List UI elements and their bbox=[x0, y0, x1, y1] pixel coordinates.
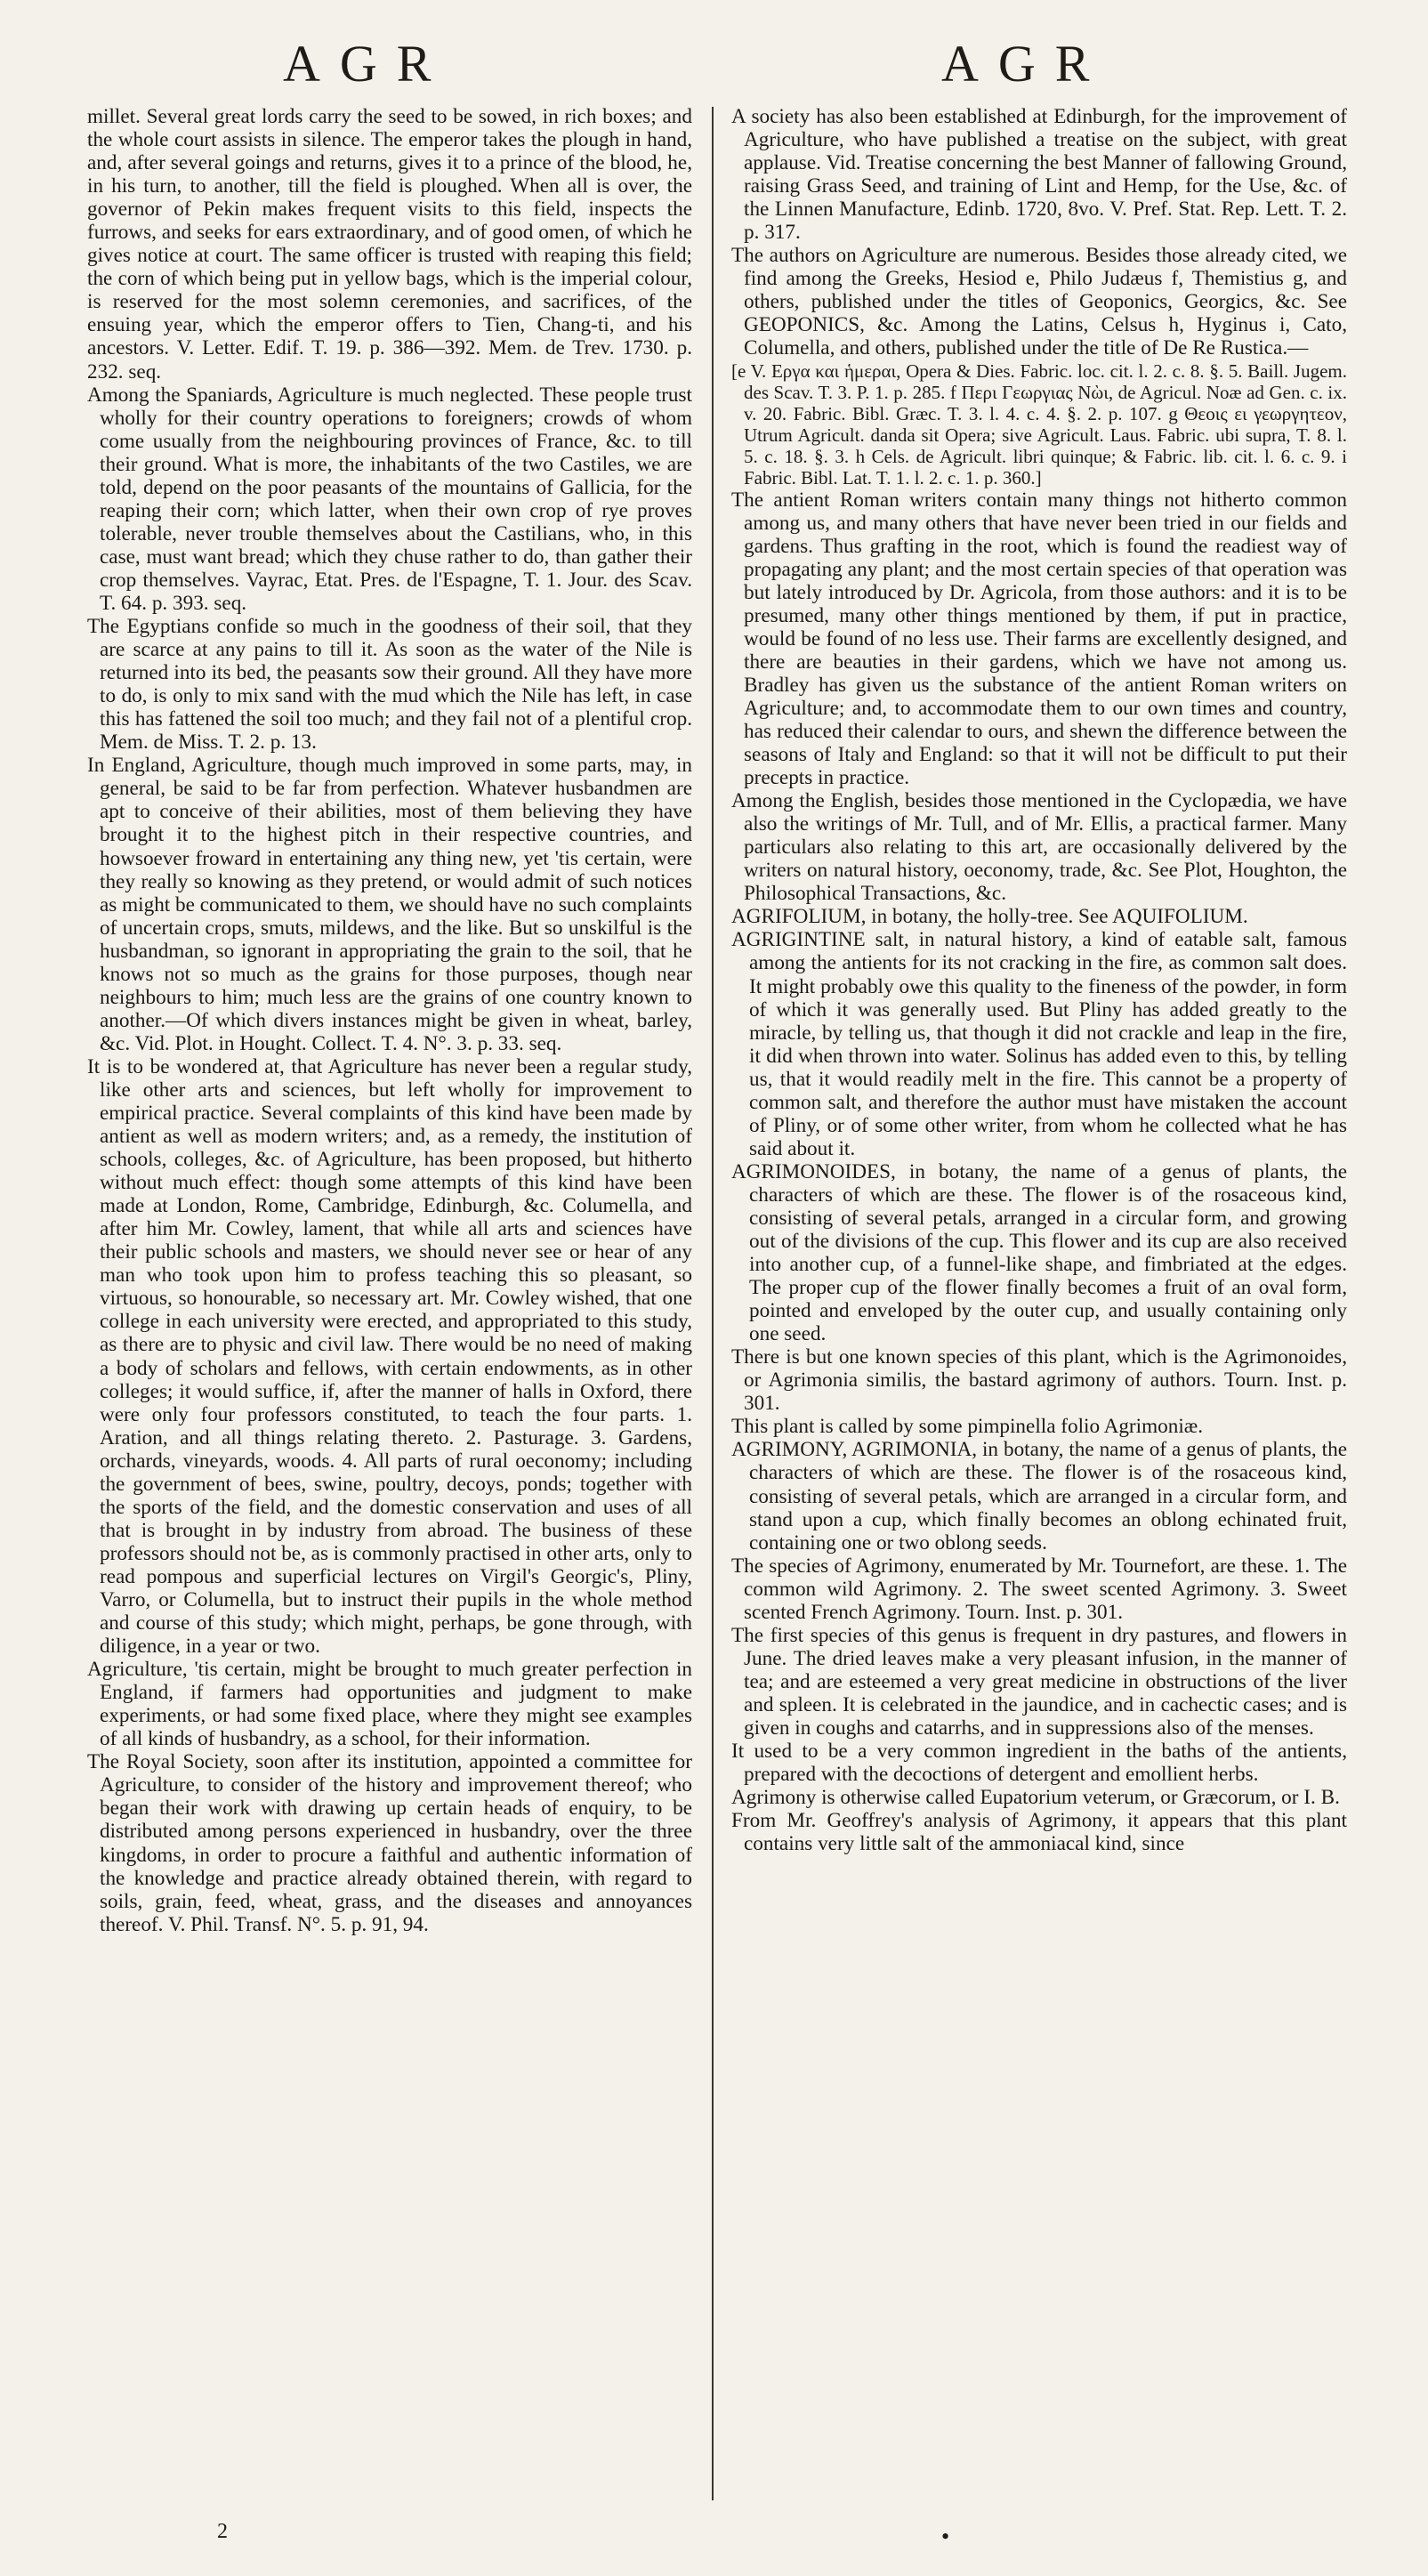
paragraph: The first species of this genus is frequent in dry pastures, and flowers in June. The dried leaves make a very pleasant infusion, in the manner of tea; and are esteemed a very great medicine in obstructions of the liver and spleen. It is celebrated in the jaundice, and in cachectic cases; and is given in coughs and catarrhs, and in suppressions also of the menses. bbox=[731, 1623, 1347, 1740]
paragraph: In England, Agriculture, though much improved in some parts, may, in general, be said to be far from perfection. Whatever husbandmen are apt to conceive of their abilities, most of them believing they have brought it to the highest pitch in their respective countries, and howsoever froward in entertaining any thing new, yet 'tis certain, were they really so knowing as they pretend, or would admit of such notices as might be communicated to them, we should have no such complaints of uncertain crops, smuts, mildews, and the like. But so unskilful is the husbandman, so ignorant in appropriating the grain to the soil, that he knows not so much as the grains for those purposes, though near neighbours to him; much less are the grains of one country known to another.—Of which divers instances might be given in wheat, barley, &c. Vid. Plot. in Hought. Collect. T. 4. N°. 3. p. 33. seq. bbox=[87, 754, 692, 1055]
dictionary-entry-agrimonoides: AGRIMONOIDES, in botany, the name of a genus of plants, the characters of which are these. The flower is of the rosaceous kind, consisting of several petals, arranged in a circular form, and growing out of the divisions of the cup. This flower and its cup are also received into another cup, of a funnel-like shape, and fimbriated at the edges. The proper cup of the flower finally becomes a fruit of an oval form, pointed and enveloped by the outer cup, and usually containing only one seed. bbox=[731, 1159, 1347, 1346]
left-column bbox=[87, 105, 692, 1936]
paragraph: The antient Roman writers contain many things not hitherto common among us, and many others that have never been tried in our fields and gardens. Thus grafting in the root, which is found the readiest way of propagating any plant; and the most certain species of that operation was but lately introduced by Dr. Agricola, from those authors: and it is to be presumed, many other things mentioned by them, if put in practice, would be found of no less use. Their farms are excellently designed, and there are beauties in their gardens, which we have not among us. Bradley has given us the substance of the antient Roman writers on Agriculture; and, to accommodate them to our own times and country, has reduced their calendar to ours, and shewn the difference between the seasons of Italy and England: so that it will not be difficult to put their precepts in practice. bbox=[731, 488, 1347, 790]
paragraph: Agrimony is otherwise called Eupatorium veterum, or Græcorum, or I. B. bbox=[731, 1786, 1340, 1810]
paragraph: There is but one known species of this plant, which is the Agrimonoides, or Agrimonia similis, the bastard agrimony of authors. Tourn. Inst. p. 301. bbox=[731, 1345, 1347, 1416]
dictionary-entry-agrigintine: AGRIGINTINE salt, in natural history, a kind of eatable salt, famous among the antients for its not cracking in the fire, as common salt does. It might probably owe this quality to the fineness of the powder, in form of which it was generally used. But Pliny has added greatly to the miracle, by telling us, that though it did not crackle and leap in the fire, it did when thrown into water. Solinus has added even to this, by telling us, that it would readily melt in the fire. This cannot be a property of common salt, and therefore the author must have mistaken the account of Pliny, or of some other writer, from whom he collected what he has said about it. bbox=[731, 928, 1347, 1160]
running-head-left: AGR bbox=[283, 35, 451, 93]
dictionary-entry-agrimony: AGRIMONY, AGRIMONIA, in botany, the name of a genus of plants, the characters of which are these. The flower is of the rosaceous kind, consisting of several petals, which are arranged in a circular form, and stand upon a cup, which finally becomes an oblong echinated fruit, containing one or two oblong seeds. bbox=[731, 1438, 1347, 1554]
paragraph: A society has also been established at Edinburgh, for the improvement of Agriculture, who have published a treatise on the subject, with great applause. Vid. Treatise concerning the best Manner of fallowing Ground, raising Grass Seed, and training of Lint and Hemp, for the Use, &c. of the Linnen Manufacture, Edinb. 1720, 8vo. V. Pref. Stat. Rep. Lett. T. 2. p. 317. bbox=[731, 105, 1347, 245]
paragraph: The authors on Agriculture are numerous. Besides those already cited, we find among the Greeks, Hesiod e, Philo Judæus f, Themistius g, and others, published under the titles of Geoponics, Georgics, &c. See GEOPONICS, &c. Among the Latins, Celsus h, Hyginus i, Cato, Columella, and others, published under the title of De Re Rustica.— bbox=[731, 244, 1347, 360]
paragraph: Among the English, besides those mentioned in the Cyclopædia, we have also the writings of Mr. Tull, and of Mr. Ellis, a practical farmer. Many particulars also relating to this art, are occasionally delivered by the writers on natural history, oeconomy, trade, &c. See Plot, Houghton, the Philosophical Transactions, &c. bbox=[731, 789, 1347, 906]
paragraph: The Egyptians confide so much in the goodness of their soil, that they are scarce at any pains to till it. As soon as the water of the Nile is returned into its bed, the peasants sow their ground. All they have more to do, is only to mix sand with the mud which the Nile has left, in case this has fattened the soil too much; and they fail not of a plentiful crop. Mem. de Miss. T. 2. p. 13. bbox=[87, 615, 692, 755]
paragraph: It used to be a very common ingredient in the baths of the antients, prepared with the decoctions of detergent and emollient herbs. bbox=[731, 1740, 1347, 1787]
column-divider bbox=[712, 107, 714, 2500]
dictionary-entry-agrifolium: AGRIFOLIUM, in botany, the holly-tree. See AQUIFOLIUM. bbox=[731, 905, 1248, 929]
paragraph: The Royal Society, soon after its institution, appointed a committee for Agriculture, to consider of the history and improvement thereof; who began their work with drawing up certain heads of enquiry, to be distributed among persons experienced in husbandry, over the three kingdoms, in order to procure a faithful and authentic information of the knowledge and practice already obtained therein, with regard to soils, grain, feed, wheat, grass, and the diseases and annoyances thereof. V. Phil. Transf. N°. 5. p. 91, 94. bbox=[87, 1750, 692, 1936]
paragraph: Among the Spaniards, Agriculture is much neglected. These people trust wholly for their country operations to foreigners; crowds of whom come usually from the neighbouring provinces of France, &c. to till their ground. What is more, the inhabitants of the two Castiles, we are told, depend on the poor peasants of the mountains of Gallicia, for the reaping their corn; which latter, when their own crop of rye proves tolerable, never trouble themselves about the Castilians, who, in this case, must want bread; which they chuse rather to do, than gather their crop themselves. Vayrac, Etat. Pres. de l'Espagne, T. 1. Jour. des Scav. T. 64. p. 393. seq. bbox=[87, 383, 692, 615]
paragraph: It is to be wondered at, that Agriculture has never been a regular study, like other arts and sciences, but left wholly for improvement to empirical practice. Several complaints of this kind have been made by antient as well as modern writers; and, as a remedy, the institution of schools, colleges, &c. of Agriculture, has been proposed, but hitherto without much effect: though some attempts of this kind have been made at London, Rome, Cambridge, Edinburgh, &c. Columella, and after him Mr. Cowley, lament, that while all arts and sciences have their public schools and masters, we should never see or hear of any man who took upon him to profess teaching this so pleasant, so virtuous, so honourable, so necessary art. Mr. Cowley wished, that one college in each university were erected, and appropriated to this study, as there are to physic and civil law. There would be no need of making a body of scholars and fellows, with certain endowments, as in other colleges; it would suffice, if, after the manner of halls in Oxford, there were only four professors constituted, to teach the four parts. 1. Aration, and all things relating thereto. 2. Pasturage. 3. Gardens, orchards, vineyards, woods. 4. All parts of rural oeconomy; including the government of bees, swine, poultry, decoys, ponds; together with the sports of the field, and the domestic conservation and uses of all that is brought in by industry from abroad. The business of these professors should not be, as is commonly practised in other arts, only to read pompous and superficial lectures on Virgil's Georgic's, Pliny, Varro, or Columella, but to instruct their pupils in the whole method and course of this study; which might, perhaps, be gone through, with diligence, in a year or two. bbox=[87, 1054, 692, 1659]
paragraph: This plant is called by some pimpinella folio Agrimoniæ. bbox=[731, 1415, 1204, 1439]
footnote-block: [e V. Εργα και ἡμεραι, Opera & Dies. Fabric. loc. cit. l. 2. c. 8. §. 5. Baill. Jugem. des Scav. T. 3. P. 1. p. 285. f Περι Γεωργιας Νὼι, de Agricul. Noæ ad Gen. c. ix. v. 20. Fabric. Bibl. Græc. T. 3. l. 4. c. 4. §. 2. p. 107. g Θεοις ει γεωργητεον, Utrum Agricult. danda sit Opera; sive Agricult. Laus. Fabric. ubi supra, T. 8. l. 5. c. 18. §. 3. h Cels. de Agricult. libri quinque; & Fabric. lib. cit. l. 6. c. 9. i Fabric. Bibl. Lat. T. 1. l. 2. c. 1. p. 360.] bbox=[731, 359, 1347, 489]
signature-mark: • bbox=[941, 2524, 950, 2549]
page-number: 2 bbox=[217, 2520, 228, 2543]
running-head-right: AGR bbox=[941, 35, 1109, 93]
right-column bbox=[731, 105, 1347, 1855]
paragraph: Agriculture, 'tis certain, might be brought to much greater perfection in England, if farmers had opportunities and judgment to make experiments, or had some fixed place, where they might see examples of all kinds of husbandry, as a school, for their information. bbox=[87, 1658, 692, 1751]
paragraph: From Mr. Geoffrey's analysis of Agrimony, it appears that this plant contains very little salt of the ammoniacal kind, since bbox=[731, 1809, 1347, 1856]
paragraph: The species of Agrimony, enumerated by Mr. Tournefort, are these. 1. The common wild Agrimony. 2. The sweet scented Agrimony. 3. Sweet scented French Agrimony. Tourn. Inst. p. 301. bbox=[731, 1554, 1347, 1624]
paragraph: millet. Several great lords carry the seed to be sowed, in rich boxes; and the whole court assists in silence. The emperor takes the plough in hand, and, after several goings and returns, gives it to a prince of the blood, he, in his turn, to another, till the field is ploughed. When all is over, the governor of Pekin makes frequent visits to this field, inspects the furrows, and seeks for ears extraordinary, and of good omen, of which he gives notice at court. The same officer is trusted with reaping this field; the corn of which being put in yellow bags, which is the imperial colour, is reserved for the most solemn ceremonies, and sacrifices, of the ensuing year, which the emperor offers to Tien, Chang-ti, and his ancestors. V. Letter. Edif. T. 19. p. 386—392. Mem. de Trev. 1730. p. 232. seq. bbox=[87, 105, 692, 384]
